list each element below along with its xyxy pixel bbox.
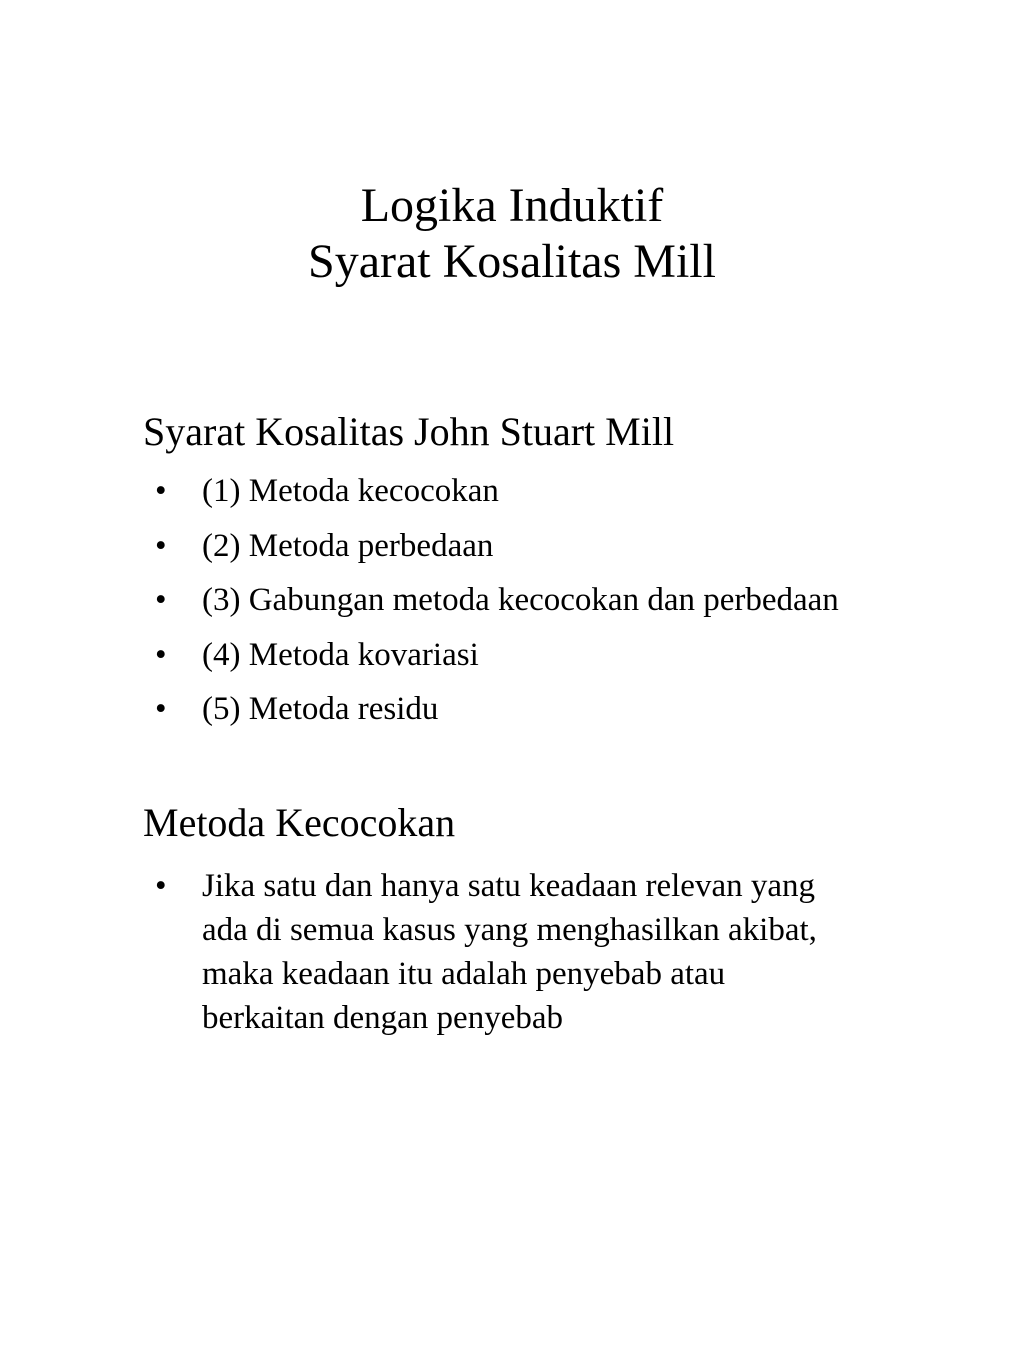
list-item bbox=[155, 864, 817, 1040]
title-line-2: Syarat Kosalitas Mill bbox=[308, 235, 716, 288]
list-item bbox=[155, 471, 839, 511]
bullet-icon: • bbox=[155, 582, 167, 618]
list-item-line: ada di semua kasus yang menghasilkan akibat, bbox=[202, 912, 817, 948]
list-item-line: berkaitan dengan penyebab bbox=[202, 1000, 564, 1036]
bullet-icon: • bbox=[155, 868, 167, 904]
methods-list bbox=[155, 471, 839, 744]
section-heading-mill-conditions: Syarat Kosalitas John Stuart Mill bbox=[143, 409, 675, 454]
list-item-line: Jika satu dan hanya satu keadaan relevan yang bbox=[202, 868, 815, 904]
list-item-text: (5) Metoda residu bbox=[202, 691, 439, 727]
slide-title bbox=[0, 178, 1024, 290]
list-item bbox=[155, 526, 839, 566]
list-item-text: (4) Metoda kovariasi bbox=[202, 636, 479, 673]
section-heading-agreement-method: Metoda Kecocokan bbox=[143, 800, 456, 845]
list-item-text: (3) Gabungan metoda kecocokan dan perbedaan bbox=[202, 582, 839, 618]
list-item-text: (2) Metoda perbedaan bbox=[202, 527, 494, 564]
bullet-icon: • bbox=[155, 473, 167, 509]
bullet-icon: • bbox=[155, 527, 167, 564]
title-line-1: Logika Induktif bbox=[360, 179, 664, 232]
list-item-line: maka keadaan itu adalah penyebab atau bbox=[202, 956, 726, 992]
list-item bbox=[155, 689, 839, 729]
bullet-icon: • bbox=[155, 691, 167, 727]
list-item-text: (1) Metoda kecocokan bbox=[202, 473, 499, 509]
list-item bbox=[155, 580, 839, 620]
agreement-method-list bbox=[155, 864, 817, 1040]
bullet-icon: • bbox=[155, 636, 167, 673]
list-item bbox=[155, 635, 839, 675]
